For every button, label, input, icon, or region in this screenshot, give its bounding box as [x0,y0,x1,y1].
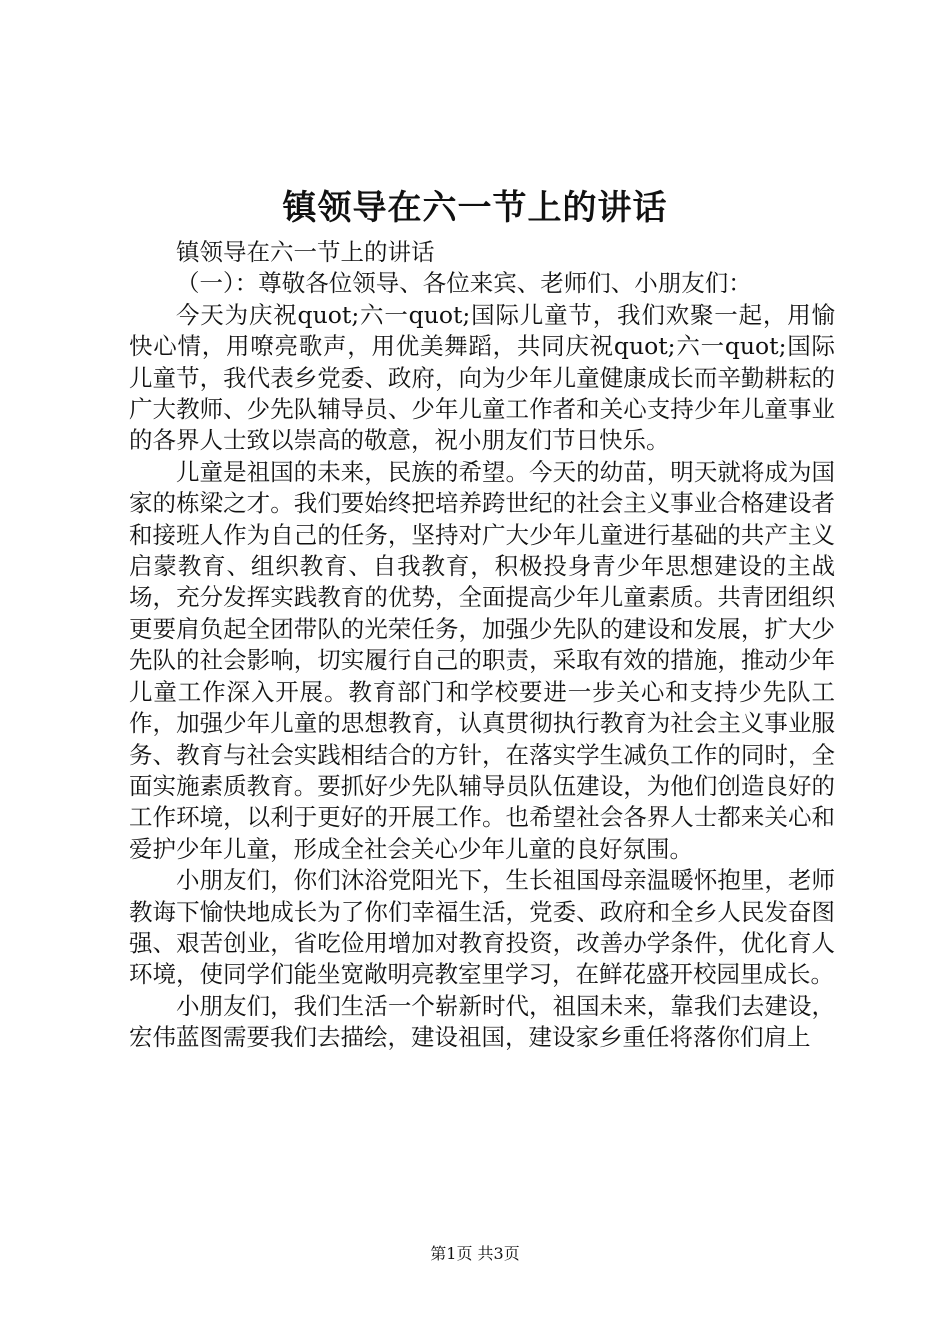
paragraph-4: 小朋友们，我们生活一个崭新时代，祖国未来，靠我们去建设，宏伟蓝图需要我们去描绘，建设祖国，建设家乡重任将落你们肩上 [129,991,835,1052]
document-title: 镇领导在六一节上的讲话 [282,188,668,228]
paragraph-3: 小朋友们，你们沐浴党阳光下，生长祖国母亲温暖怀抱里，老师教诲下愉快地成长为了你们幸福生活，党委、政府和全乡人民发奋图强、艰苦创业，省吃俭用增加对教育投资，改善办学条件，优化育人环境，使同学们能坐宽敞明亮教室里学习，在鲜花盛开校园里成长。 [129,866,835,989]
paragraph-salutation: （一）：尊敬各位领导、各位来宾、老师们、小朋友们： [176,269,752,298]
paragraph-subtitle: 镇领导在六一节上的讲话 [176,238,435,266]
page-indicator: 第1页 共3页 [430,1244,520,1263]
document-body [129,237,835,1054]
paragraph-2: 儿童是祖国的未来，民族的希望。今天的幼苗，明天就将成为国家的栋梁之才。我们要始终把培养跨世纪的社会主义事业合格建设者和接班人作为自己的任务，坚持对广大少年儿童进行基础的共产主义启蒙教育、组织教育、自我教育，积极投身青少年思想建设的主战场，充分发挥实践教育的优势，全面提高少年儿童素质。共青团组织更要肩负起全团带队的光荣任务，加强少先队的建设和发展，扩大少先队的社会影响，切实履行自己的职责，采取有效的措施，推动少年儿童工作深入开展。教育部门和学校要进一步关心和支持少先队工作，加强少年儿童的思想教育，认真贯彻执行教育为社会主义事业服务、教育与社会实践相结合的方针，在落实学生减负工作的同时，全面实施素质教育。要抓好少先队辅导员队伍建设，为他们创造良好的工作环境，以利于更好的开展工作。也希望社会各界人士都来关心和爱护少年儿童，形成全社会关心少年儿童的良好氛围。 [129,457,835,863]
paragraph-1: 今天为庆祝quot;六一quot;国际儿童节，我们欢聚一起，用愉快心情，用嘹亮歌声，用优美舞蹈，共同庆祝quot;六一quot;国际儿童节，我代表乡党委、政府，向为少年儿童健康成长而辛勤耕耘的广大教师、少先队辅导员、少年儿童工作者和关心支持少年儿童事业的各界人士致以崇高的敬意，祝小朋友们节日快乐。 [129,300,835,455]
